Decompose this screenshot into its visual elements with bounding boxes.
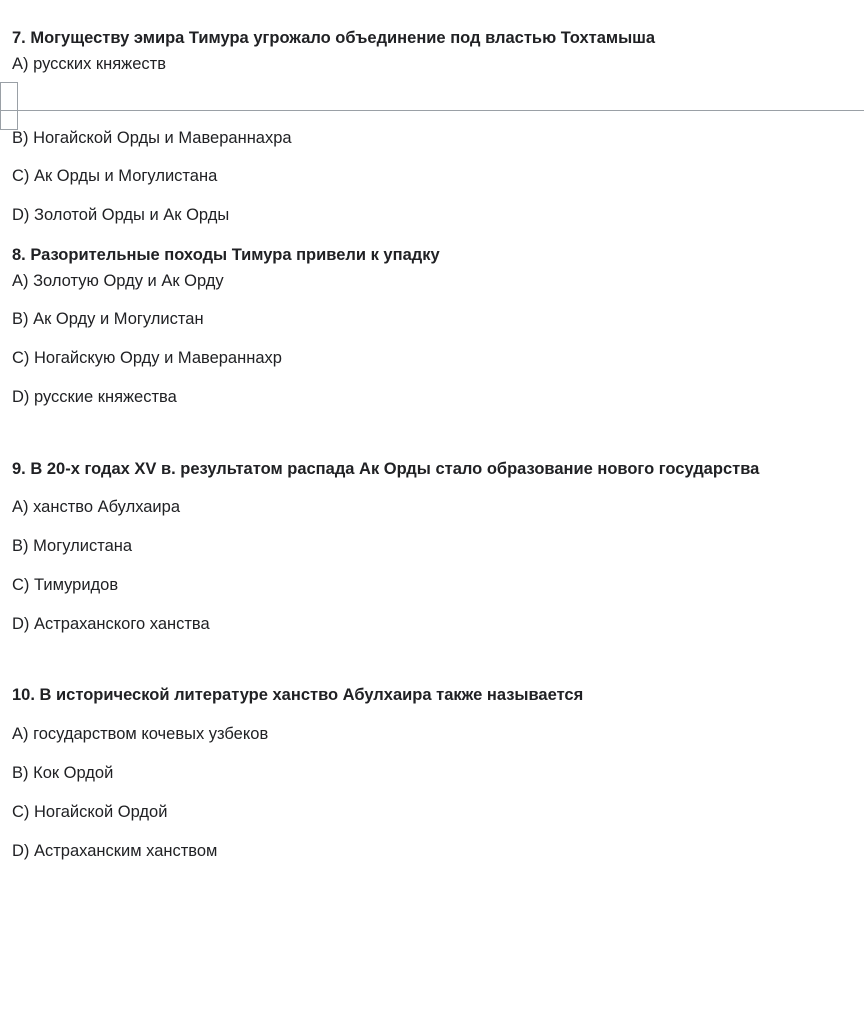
question-option: D) Золотой Орды и Ак Орды [12,206,230,225]
question-option: B) Кок Ордой [12,764,114,783]
question-option: C) Тимуридов [12,575,119,594]
horizontal-rule [0,110,864,111]
question-option: C) Ак Орды и Могулистана [12,167,218,186]
question-block-9 [0,459,864,636]
question-option: C) Ногайской Ордой [12,802,168,821]
question-block-10 [0,685,864,862]
question-option: D) Астраханским ханством [12,841,218,860]
question-title: 9. В 20-х годах XV в. результатом распада Ак Орды стало образование нового государства [12,459,760,478]
question-option: A) государством кочевых узбеков [12,725,269,744]
question-title: 10. В исторической литературе ханство Абулхаира также называется [12,686,584,705]
question-option: D) русские княжества [12,387,177,406]
question-option: A) ханство Абулхаира [12,498,181,517]
question-title: 7. Могуществу эмира Тимура угрожало объединение под властью Тохтамыша [12,29,656,47]
selection-artifact [0,82,864,128]
question-option: B) Могулистана [12,537,133,556]
question-block-7 [0,28,864,76]
question-option: D) Астраханского ханства [12,614,210,633]
question-option: B) Ногайской Орды и Мавераннахра [12,128,292,147]
question-option: A) русских княжеств [12,54,166,73]
question-title: 8. Разорительные походы Тимура привели к упадку [12,245,440,264]
selection-box-cover [1,83,17,109]
question-option: C) Ногайскую Орду и Мавераннахр [12,349,282,368]
question-block-8 [0,245,864,409]
question-option: A) Золотую Орду и Ак Орду [12,271,224,290]
question-option: B) Ак Орду и Могулистан [12,310,204,329]
question-block-7-continued [0,128,864,227]
